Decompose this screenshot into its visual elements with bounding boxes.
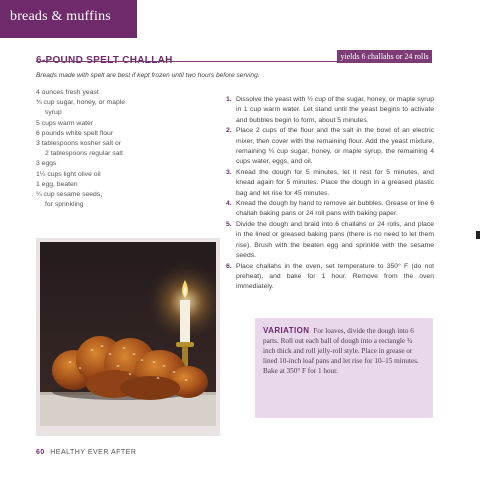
- ingredient-item: ¾ cup sugar, honey, or maple: [36, 99, 126, 107]
- ingredient-item: syrup: [45, 109, 62, 117]
- challah-illustration: [40, 242, 216, 426]
- challah-photo: [36, 238, 220, 436]
- direction-step: [226, 126, 434, 168]
- yields-badge: yields 6 challahs or 24 rolls: [337, 50, 432, 63]
- step-number: 5.: [226, 220, 232, 228]
- ingredient-item: for sprinkling: [45, 201, 84, 209]
- photo-image: [40, 242, 216, 426]
- ingredient-item: 6 pounds white spelt flour: [36, 129, 114, 137]
- ingredient-item: 4 ounces fresh yeast: [36, 89, 99, 96]
- variation-text: For loaves, divide the dough into 6 parts. Roll out each ball of dough into a rectangle ¾ inch thick and roll jelly-roll style. Place in grease or lined 10-inch loaf pans and let rise for 10–15 minutes. Bake at 350° F for 1 hour.: [263, 327, 419, 375]
- direction-step: [226, 199, 434, 220]
- ingredient-item: ¼ cup sesame seeds,: [36, 191, 103, 199]
- section-header-band: [0, 0, 137, 38]
- step-text: Knead the dough for 5 minutes, let it rest for 5 minutes, and knead again for 5 minutes. Place the dough in a greased plastic bag and let rise for 45 minutes.: [236, 168, 434, 197]
- ingredient-item: 3 eggs: [36, 160, 57, 168]
- ingredients-list: [36, 88, 186, 210]
- variation-label: VARIATION: [263, 326, 310, 335]
- step-number: 6.: [226, 262, 232, 270]
- step-number: 1.: [226, 96, 232, 103]
- step-number: 3.: [226, 168, 232, 176]
- ingredient-item: 3 tablespoons kosher salt or: [36, 140, 122, 148]
- page-number: 60: [36, 449, 45, 456]
- direction-step: [226, 168, 434, 199]
- candle: [180, 300, 190, 344]
- step-number: 4.: [226, 200, 232, 208]
- ingredient-item: 1¼ cups light olive oil: [36, 170, 101, 178]
- recipe-intro: Breads made with spelt are best if kept frozen until two hours before serving.: [36, 72, 260, 79]
- step-text: Divide the dough and braid into 6 challahs or 24 rolls, and place in the lined or greased baking pans (there is no need to let them rise). Brush with the beaten egg and sprinkle with the sesame seeds.: [236, 220, 434, 260]
- variation-box: [255, 318, 433, 418]
- ingredient-item: 2 tablespoons regular salt: [45, 150, 123, 158]
- ingredient-item: 1 egg, beaten: [36, 180, 78, 188]
- section-title: breads & muffins: [10, 9, 111, 24]
- direction-step: [226, 262, 434, 293]
- step-text: Place 2 cups of the flour and the salt in the bowl of an electric mixer, then cover with the remaining flour. Add the yeast mixture, remaining ¼ cup sugar, honey, or maple syrup, the remaining 4 cups water, eggs, and oil.: [236, 127, 434, 166]
- page-footer: [36, 449, 136, 456]
- direction-step: [226, 220, 434, 262]
- directions-list: [226, 95, 434, 293]
- step-text: Place challahs in the oven, set temperature to 350° F (do not preheat), and bake for 1 hour. Remove from the oven immediately.: [236, 262, 434, 291]
- book-title: HEALTHY EVER AFTER: [50, 449, 137, 456]
- step-number: 2.: [226, 127, 232, 135]
- ingredient-item: 5 cups warm water: [36, 119, 94, 127]
- direction-step: [226, 95, 434, 126]
- step-text: Knead the dough by hand to remove air bubbles. Grease or line 6 challah baking pans or 24 roll pans with baking paper.: [236, 200, 434, 218]
- variation-text-block: [263, 326, 423, 376]
- step-text: Dissolve the yeast with ½ cup of the sugar, honey, or maple syrup in 1 cup warm water. Let stand until the yeast begins to activate and bubbles begin to form, about 5 minutes.: [236, 96, 434, 124]
- page-edge-tab: [476, 231, 480, 239]
